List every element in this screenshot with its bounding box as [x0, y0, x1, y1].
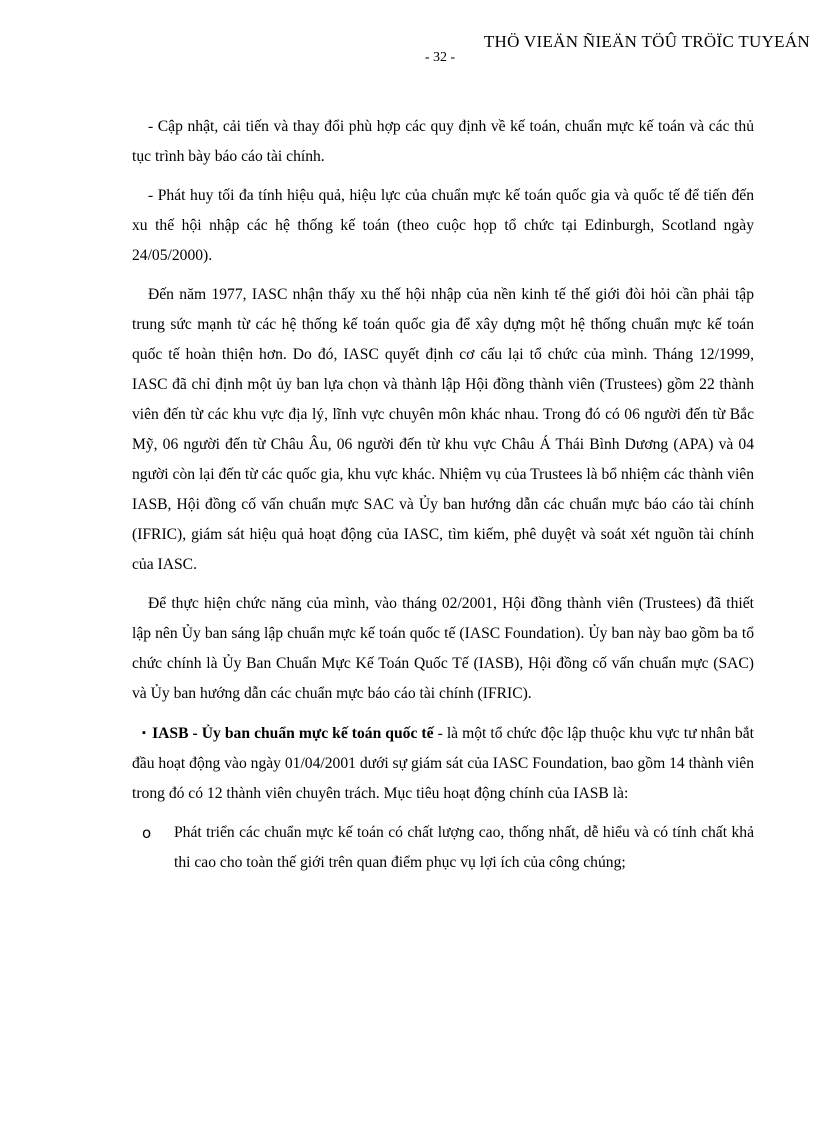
bullet-heading: IASB - Ủy ban chuẩn mực kế toán quốc tế — [152, 725, 434, 742]
header-title: THÖ VIEÄN ÑIEÄN TÖÛ TRÖÏC TUYEÁN — [483, 32, 810, 51]
circle-bullet-icon: o — [142, 824, 152, 842]
bullet-paragraph-iasb — [132, 718, 754, 809]
document-body — [132, 112, 754, 878]
sub-item-text: Phát triển các chuẩn mực kế toán có chất lượng cao, thống nhất, dễ hiểu và có tính chất khả thi cao cho toàn thế giới trên quan điểm phục vụ lợi ích của công chúng; — [174, 824, 754, 871]
sub-list-item — [132, 818, 754, 878]
paragraph-4: Để thực hiện chức năng của mình, vào tháng 02/2001, Hội đồng thành viên (Trustees) đã thiết lập nên Ủy ban sáng lập chuẩn mực kế toán quốc tế (IASC Foundation). Ủy ban này bao gồm ba tổ chức chính là Ủy Ban Chuẩn Mực Kế Toán Quốc Tế (IASB), Hội đồng cố vấn chuẩn mực (SAC) và Ủy ban hướng dẫn các chuẩn mực báo cáo tài chính (IFRIC). — [132, 595, 754, 702]
bullet-text: - là một tổ chức độc lập thuộc khu vực tư nhân bắt đầu hoạt động vào ngày 01/04/2001 dưới sự giám sát của IASC Foundation, bao gồm 14 thành viên trong đó có 12 thành viên chuyên trách. Mục tiêu hoạt động chính của IASB là: — [132, 725, 754, 802]
page-number: - 32 - — [424, 50, 456, 65]
paragraph-1: - Cập nhật, cải tiến và thay đổi phù hợp các quy định về kế toán, chuẩn mực kế toán và các thủ tục trình bày báo cáo tài chính. — [132, 118, 754, 165]
paragraph-2: - Phát huy tối đa tính hiệu quả, hiệu lực của chuẩn mực kế toán quốc gia và quốc tế để tiến đến xu thế hội nhập các hệ thống kế toán (theo cuộc họp tổ chức tại Edinburgh, Scotland ngày 24/05/2000). — [132, 187, 754, 264]
paragraph-3: Đến năm 1977, IASC nhận thấy xu thế hội nhập của nền kinh tế thế giới đòi hỏi cần phải tập trung sức mạnh từ các hệ thống kế toán quốc gia để xây dựng một hệ thống chuẩn mực kế toán quốc tế hoàn thiện hơn. Do đó, IASC quyết định cơ cấu lại tổ chức của mình. Tháng 12/1999, IASC đã chỉ định một ủy ban lựa chọn và thành lập Hội đồng thành viên (Trustees) gồm 22 thành viên đến từ các khu vực địa lý, lĩnh vực chuyên môn khác nhau. Trong đó có 06 người đến từ Bắc Mỹ, 06 người đến từ Châu Âu, 06 người đến từ khu vực Châu Á Thái Bình Dương (APA) và 04 người còn lại đến từ các quốc gia, khu vực khác. Nhiệm vụ của Trustees là bổ nhiệm các thành viên IASB, Hội đồng cố vấn chuẩn mực SAC và Ủy ban hướng dẫn các chuẩn mực báo cáo tài chính (IFRIC), giám sát hiệu quả hoạt động của IASC, tìm kiếm, phê duyệt và soát xét nguồn tài chính của IASC. — [132, 286, 754, 573]
square-bullet-icon: ▪ — [142, 727, 147, 739]
